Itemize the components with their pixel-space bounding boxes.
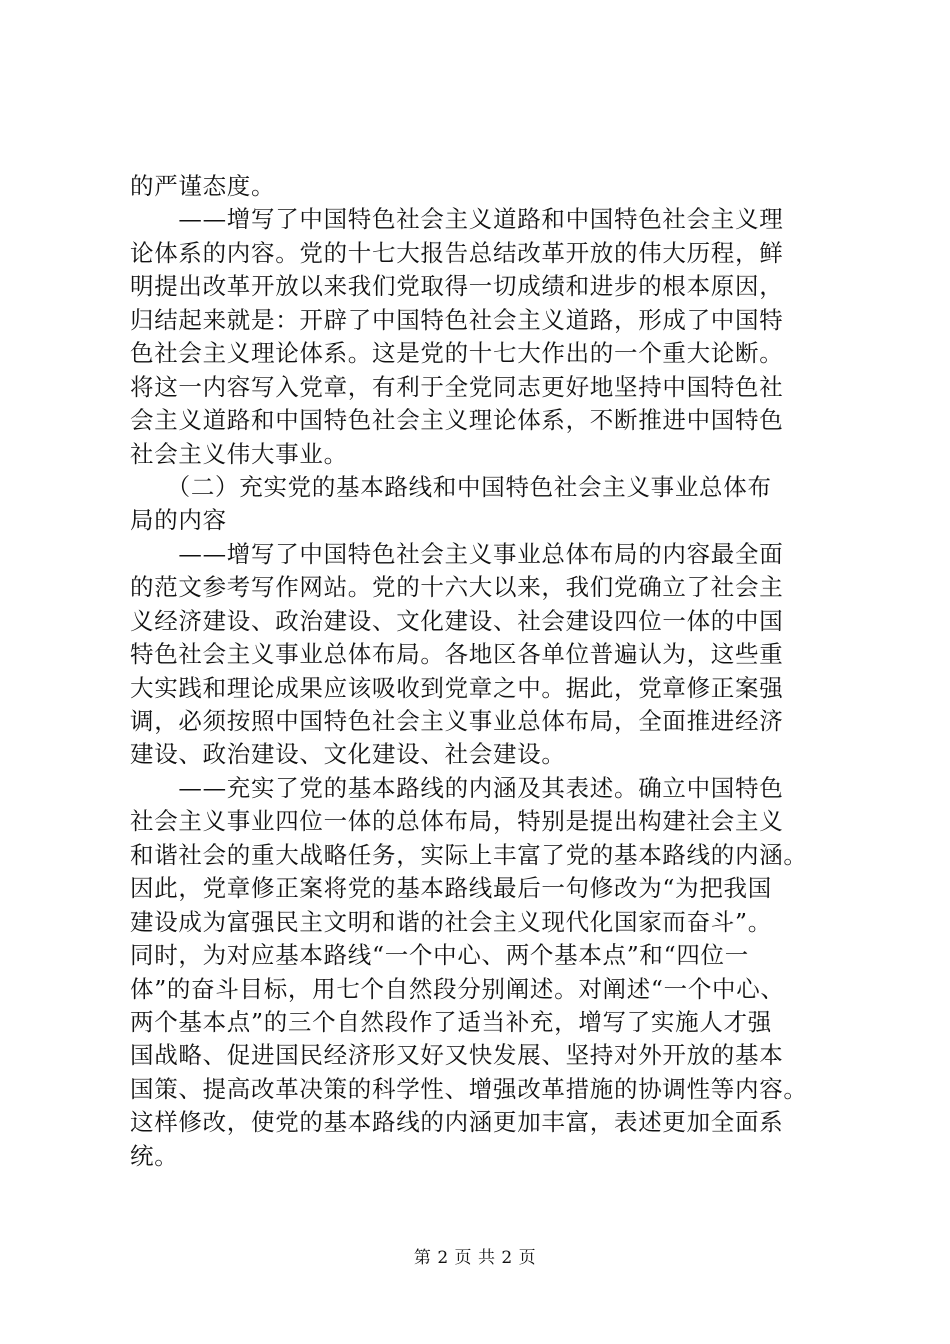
body-line: 体”的奋斗目标，用七个自然段分别阐述。对阐述“一个中心、 bbox=[130, 974, 785, 1003]
body-line: 归结起来就是：开辟了中国特色社会主义道路，形成了中国特 bbox=[130, 305, 784, 334]
body-line: 国战略、促进国民经济形又好又快发展、坚持对外开放的基本 bbox=[130, 1041, 784, 1070]
body-line: 和谐社会的重大战略任务，实际上丰富了党的基本路线的内涵。 bbox=[130, 840, 808, 869]
body-line: 这样修改，使党的基本路线的内涵更加丰富，表述更加全面系 bbox=[130, 1108, 784, 1137]
body-line: 社会主义事业四位一体的总体布局，特别是提出构建社会主义 bbox=[130, 807, 784, 836]
body-line: 建设、政治建设、文化建设、社会建设。 bbox=[130, 740, 566, 769]
body-line: 的严谨态度。 bbox=[130, 172, 276, 200]
body-line: 论体系的内容。党的十七大报告总结改革开放的伟大历程，鲜 bbox=[130, 238, 784, 267]
body-line: 义经济建设、政治建设、文化建设、社会建设四位一体的中国 bbox=[130, 606, 784, 635]
body-line: 将这一内容写入党章，有利于全党同志更好地坚持中国特色社 bbox=[130, 372, 784, 401]
body-line: 明提出改革开放以来我们党取得一切成绩和进步的根本原因， bbox=[130, 272, 784, 301]
body-line: ——充实了党的基本路线的内涵及其表述。确立中国特色 bbox=[130, 773, 784, 802]
body-line: 同时，为对应基本路线“一个中心、两个基本点”和“四位一 bbox=[130, 941, 749, 970]
body-line: 大实践和理论成果应该吸收到党章之中。据此，党章修正案强 bbox=[130, 673, 784, 702]
body-line: 的范文参考写作网站。党的十六大以来，我们党确立了社会主 bbox=[130, 573, 784, 602]
body-line: 建设成为富强民主文明和谐的社会主义现代化国家而奋斗”。 bbox=[130, 907, 772, 936]
body-line: 统。 bbox=[130, 1141, 179, 1170]
body-line: 社会主义伟大事业。 bbox=[130, 439, 348, 468]
body-line: 色社会主义理论体系。这是党的十七大作出的一个重大论断。 bbox=[130, 339, 784, 368]
document-body bbox=[130, 170, 830, 1173]
body-line: ——增写了中国特色社会主义道路和中国特色社会主义理 bbox=[130, 205, 784, 234]
body-line: 调，必须按照中国特色社会主义事业总体布局，全面推进经济 bbox=[130, 707, 784, 735]
body-line: ——增写了中国特色社会主义事业总体布局的内容最全面 bbox=[130, 539, 784, 568]
body-line: 特色社会主义事业总体布局。各地区各单位普遍认为，这些重 bbox=[130, 640, 784, 669]
body-line: 会主义道路和中国特色社会主义理论体系，不断推进中国特色 bbox=[130, 406, 784, 435]
section-heading-line: 局的内容 bbox=[130, 506, 227, 535]
section-heading-line: （二）充实党的基本路线和中国特色社会主义事业总体布 bbox=[130, 472, 772, 501]
body-line: 两个基本点”的三个自然段作了适当补充，增写了实施人才强 bbox=[130, 1007, 772, 1036]
body-line: 因此，党章修正案将党的基本路线最后一句修改为“为把我国 bbox=[130, 874, 772, 903]
page-number-footer: 第 2 页 共 2 页 bbox=[413, 1248, 537, 1268]
body-line: 国策、提高改革决策的科学性、增强改革措施的协调性等内容。 bbox=[130, 1074, 808, 1103]
